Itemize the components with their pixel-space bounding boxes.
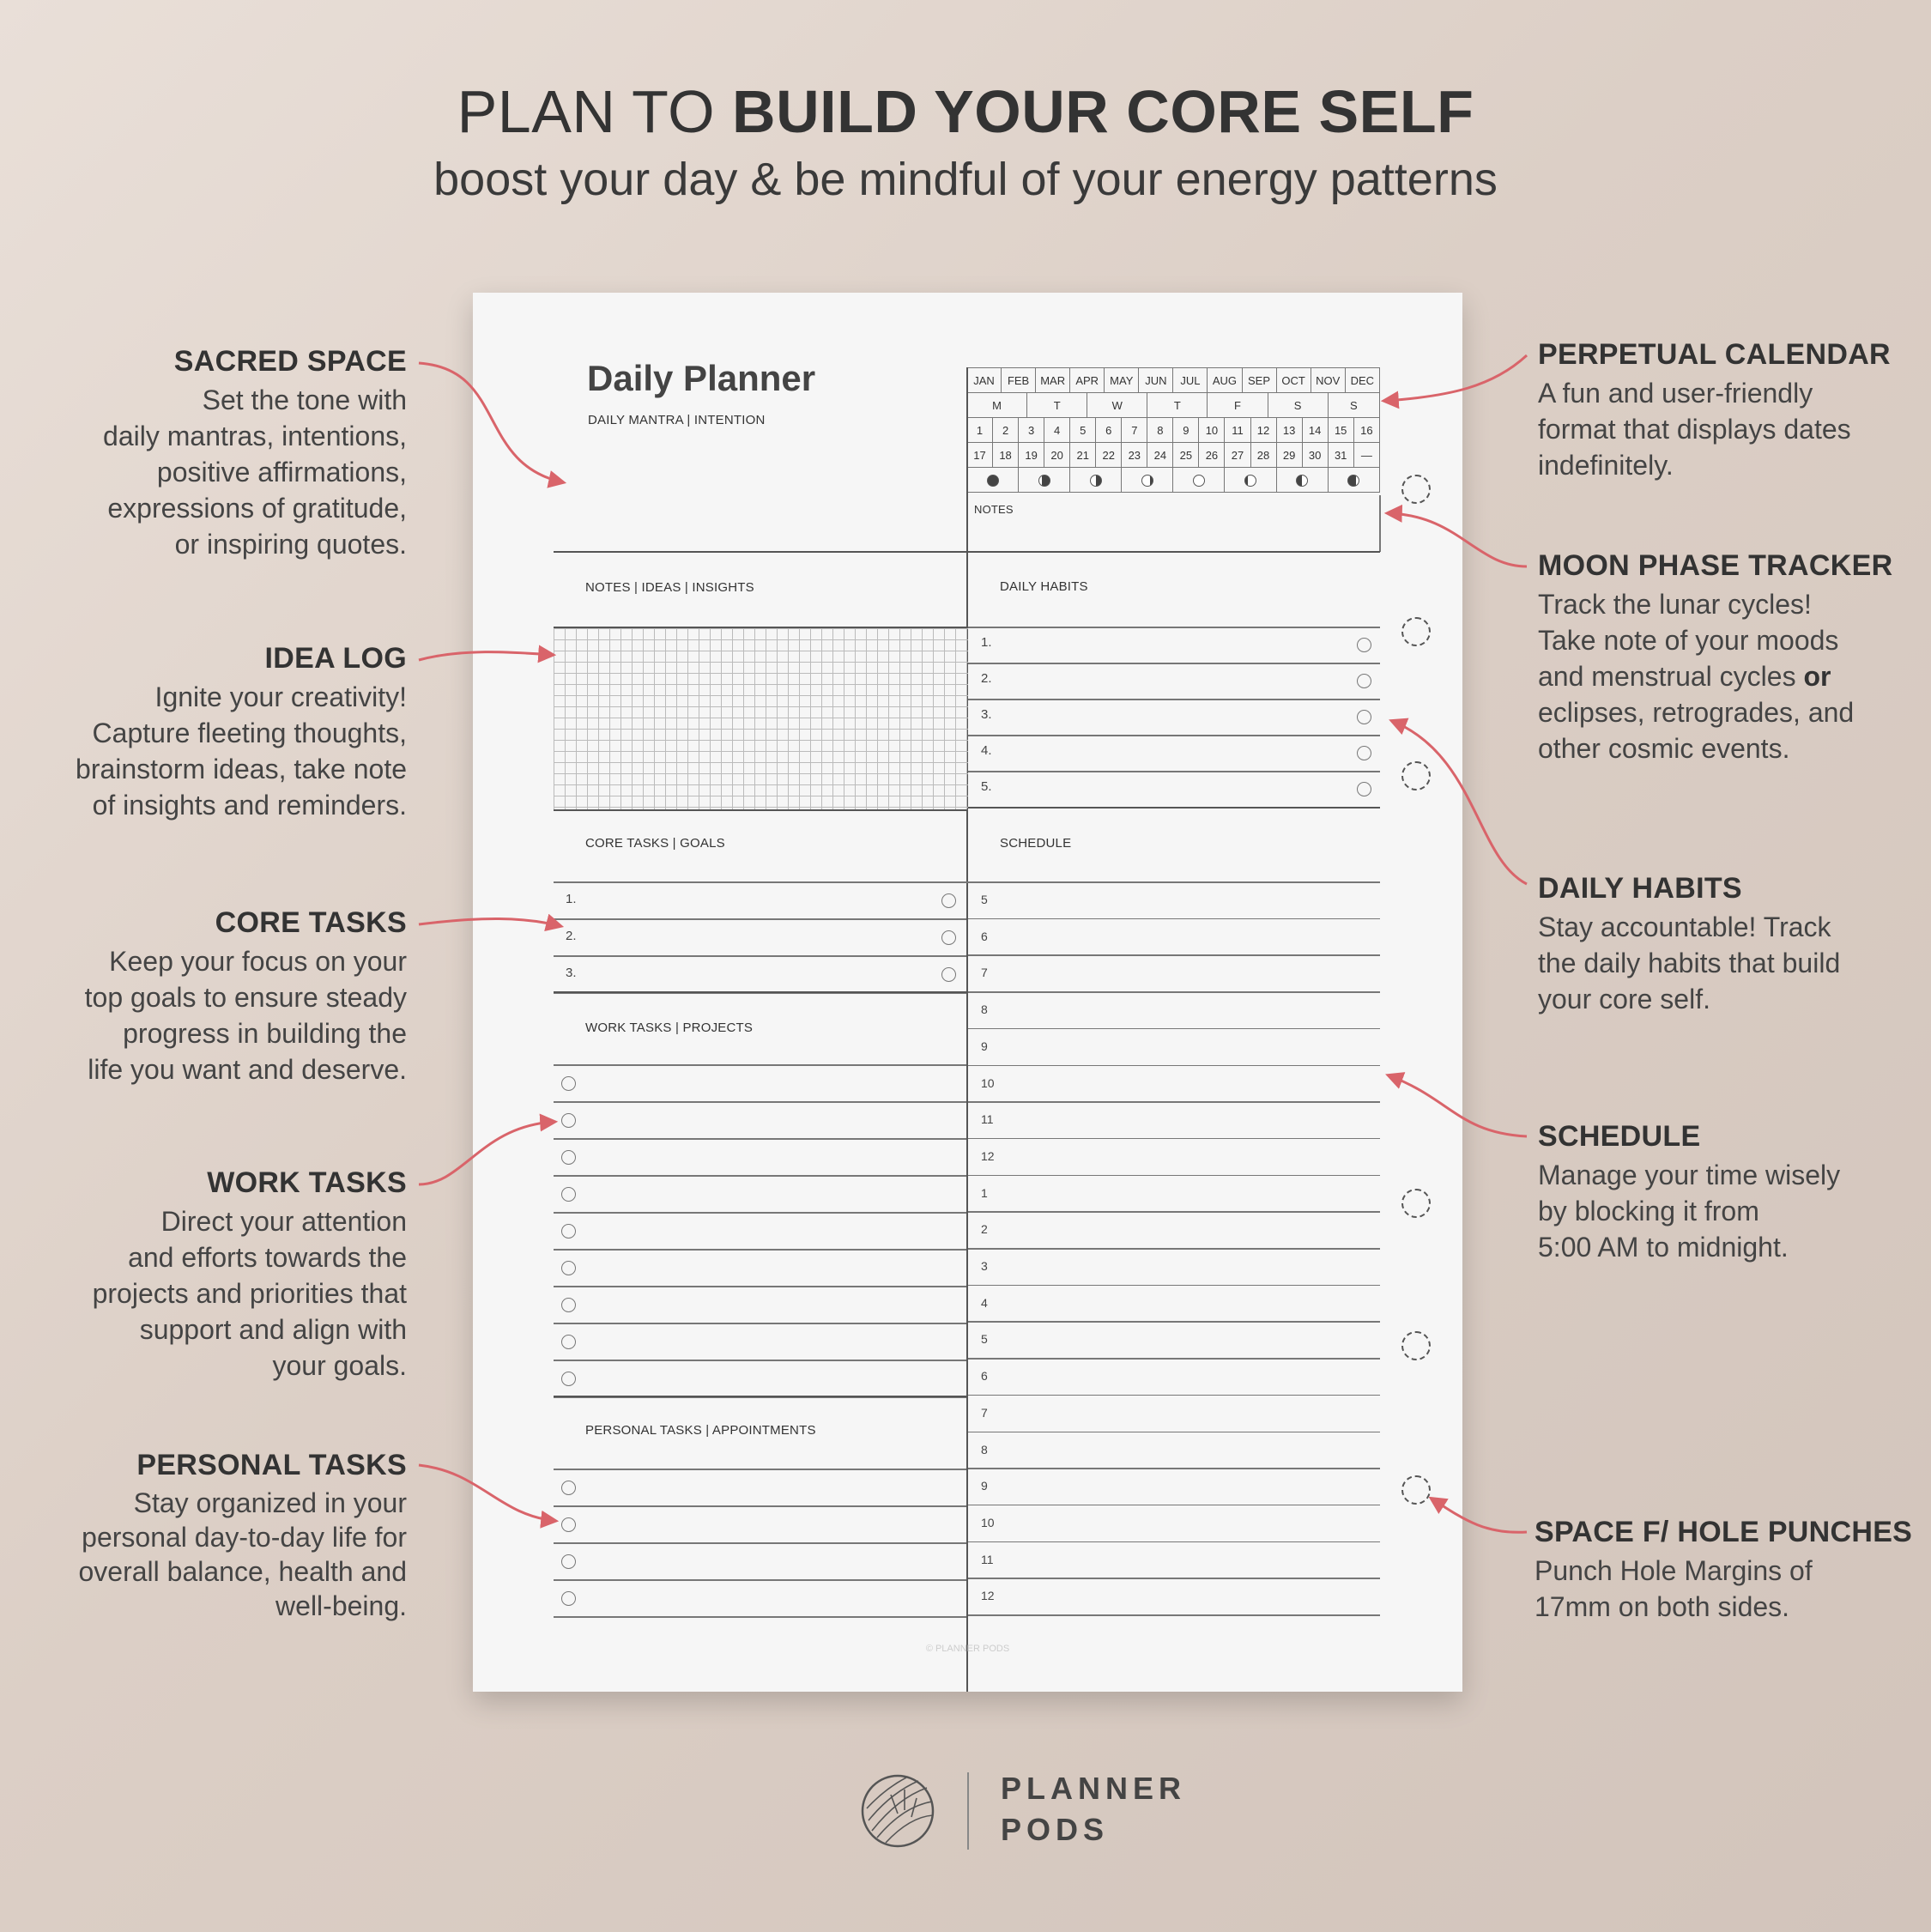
copyright-text: © PLANNER PODS <box>925 1644 1010 1654</box>
mantra-label: DAILY MANTRA | INTENTION <box>588 413 766 427</box>
calendar-weekday-cell: T <box>1147 393 1208 418</box>
arrow-schedule <box>1389 1075 1527 1136</box>
calendar-day-cell: 20 <box>1044 443 1070 468</box>
brand-name <box>1001 1768 1186 1850</box>
calendar-weekday-cell: M <box>967 393 1027 418</box>
annotation-text: Set the tone with daily mantras, intentions, positive affirmations, expressions of gratitude, or inspiring quotes. <box>103 385 407 560</box>
brand-line-1: PLANNER <box>1001 1771 1187 1806</box>
habit-number: 5. <box>981 779 992 794</box>
calendar-month-cell: JAN <box>967 368 1002 393</box>
arrow-hole-punches <box>1432 1499 1527 1532</box>
schedule-hour: 1 <box>981 1185 988 1200</box>
calendar-day-cell: 10 <box>1199 418 1225 443</box>
annotation-title: PERSONAL TASKS <box>136 1449 407 1481</box>
calendar-day-cell: 1 <box>967 418 993 443</box>
schedule-label: SCHEDULE <box>1000 836 1072 851</box>
annotation-text: Stay organized in your personal day-to-day life for overall balance, health and well-being. <box>78 1487 407 1621</box>
calendar-month-cell: FEB <box>1002 368 1036 393</box>
calendar-day-cell: 14 <box>1302 418 1328 443</box>
calendar-day-cell: 21 <box>1070 443 1096 468</box>
schedule-hour: 9 <box>981 1039 988 1053</box>
schedule-hour: 10 <box>981 1075 995 1090</box>
calendar-month-cell: DEC <box>1345 368 1379 393</box>
annotation-text-part: Track the lunar cycles! Take note of your moods and menstrual cycles <box>1538 589 1839 692</box>
calendar-day-cell: 15 <box>1328 418 1353 443</box>
calendar-day-cell: — <box>1353 443 1379 468</box>
calendar-day-cell: 9 <box>1173 418 1199 443</box>
arrow-perpetual-calendar <box>1384 355 1527 401</box>
annotation-title: SACRED SPACE <box>173 345 407 378</box>
habit-number: 4. <box>981 743 992 758</box>
calendar-month-cell: MAY <box>1105 368 1139 393</box>
arrow-idea-log <box>419 652 553 660</box>
brand-line-2: PODS <box>1001 1812 1110 1847</box>
title-plain: PLAN TO <box>457 78 733 145</box>
calendar-month-cell: OCT <box>1276 368 1311 393</box>
calendar-day-cell: 8 <box>1147 418 1173 443</box>
calendar-day-cell: 2 <box>993 418 1019 443</box>
schedule-hour: 5 <box>981 1332 988 1347</box>
schedule-hour: 6 <box>981 929 988 943</box>
calendar-day-cell: 16 <box>1353 418 1379 443</box>
schedule-hour: 9 <box>981 1479 988 1493</box>
schedule-hour: 10 <box>981 1515 995 1529</box>
calendar-weekday-cell: T <box>1027 393 1087 418</box>
calendar-day-cell: 12 <box>1250 418 1276 443</box>
title-bold: BUILD YOUR CORE SELF <box>732 78 1474 145</box>
schedule-hour: 8 <box>981 1442 988 1457</box>
calendar-weekday-cell: S <box>1268 393 1328 418</box>
core-task-number: 1. <box>566 892 577 906</box>
annotation-title: DAILY HABITS <box>1538 872 1742 905</box>
calendar-day-cell: 18 <box>993 443 1019 468</box>
calendar-day-cell: 29 <box>1276 443 1302 468</box>
annotation-text: Stay accountable! Track the daily habits that build your core self. <box>1538 911 1841 1014</box>
calendar-day-cell: 26 <box>1199 443 1225 468</box>
annotation-text-bold: or <box>1803 661 1831 692</box>
annotation-title: SCHEDULE <box>1538 1120 1701 1153</box>
page-subtitle: boost your day & be mindful of your energy patterns <box>433 154 1498 205</box>
schedule-hour: 5 <box>981 893 988 906</box>
habits-label: DAILY HABITS <box>1000 579 1088 594</box>
calendar-weekday-cell: F <box>1208 393 1268 418</box>
calendar-day-cell: 30 <box>1302 443 1328 468</box>
arrow-moon-phase <box>1388 513 1527 566</box>
work-tasks-label: WORK TASKS | PROJECTS <box>585 1021 754 1035</box>
schedule-hour: 2 <box>981 1222 988 1237</box>
calendar-day-cell: 5 <box>1070 418 1096 443</box>
arrow-core-tasks <box>419 918 560 926</box>
arrow-sacred-space <box>419 363 563 482</box>
calendar-day-cell: 19 <box>1019 443 1044 468</box>
arrow-work-tasks <box>419 1122 554 1184</box>
annotation-text: Direct your attention and efforts towards the projects and priorities that support and align with your goals. <box>92 1206 407 1381</box>
calendar-weekday-cell: W <box>1087 393 1147 418</box>
calendar-weekday-cell: S <box>1328 393 1379 418</box>
calendar-day-cell: 27 <box>1225 443 1250 468</box>
calendar-day-cell: 3 <box>1019 418 1044 443</box>
personal-tasks-label: PERSONAL TASKS | APPOINTMENTS <box>585 1423 816 1438</box>
schedule-hour: 6 <box>981 1369 988 1384</box>
annotation-title: WORK TASKS <box>207 1166 407 1199</box>
schedule-hour: 12 <box>981 1589 995 1603</box>
calendar-day-cell: 22 <box>1096 443 1122 468</box>
calendar-day-cell: 24 <box>1147 443 1173 468</box>
habit-number: 2. <box>981 671 992 686</box>
arrow-personal-tasks <box>419 1465 555 1521</box>
core-task-number: 2. <box>566 929 577 943</box>
annotation-title: PERPETUAL CALENDAR <box>1538 338 1891 371</box>
calendar-month-cell: JUL <box>1173 368 1208 393</box>
calendar-month-cell: JUN <box>1139 368 1173 393</box>
calendar-day-cell: 23 <box>1122 443 1147 468</box>
calendar-day-cell: 25 <box>1173 443 1199 468</box>
core-tasks-label: CORE TASKS | GOALS <box>585 836 725 851</box>
calendar-day-cell: 17 <box>967 443 993 468</box>
schedule-hour: 3 <box>981 1259 988 1273</box>
calendar-month-cell: APR <box>1070 368 1105 393</box>
annotation-title: MOON PHASE TRACKER <box>1538 549 1893 582</box>
calendar-day-cell: 28 <box>1250 443 1276 468</box>
arrow-daily-habits <box>1392 721 1527 884</box>
annotation-title: SPACE F/ HOLE PUNCHES <box>1535 1516 1913 1548</box>
annotation-text: Ignite your creativity! Capture fleeting thoughts, brainstorm ideas, take note of insights and reminders. <box>76 681 407 821</box>
schedule-hour: 7 <box>981 1405 988 1420</box>
calendar-day-cell: 6 <box>1096 418 1122 443</box>
calendar-notes-label: NOTES <box>974 503 1014 516</box>
calendar-day-cell: 7 <box>1122 418 1147 443</box>
calendar-month-cell: MAR <box>1036 368 1070 393</box>
schedule-hour: 12 <box>981 1148 995 1163</box>
calendar-day-cell: 13 <box>1276 418 1302 443</box>
calendar-month-cell: NOV <box>1311 368 1345 393</box>
habit-number: 3. <box>981 707 992 722</box>
schedule-hour: 11 <box>981 1112 994 1127</box>
calendar-month-cell: SEP <box>1242 368 1276 393</box>
schedule-hour: 11 <box>981 1552 994 1566</box>
annotation-text: Keep your focus on your top goals to ensure steady progress in building the life you want and deserve. <box>84 946 407 1085</box>
annotation-title: CORE TASKS <box>215 906 407 939</box>
calendar-day-cell: 4 <box>1044 418 1070 443</box>
annotation-text: A fun and user-friendly format that displays dates indefinitely. <box>1538 378 1851 481</box>
annotation-text: Manage your time wisely by blocking it from 5:00 AM to midnight. <box>1538 1160 1841 1263</box>
notes-section-label: NOTES | IDEAS | INSIGHTS <box>585 580 754 595</box>
calendar-month-cell: AUG <box>1208 368 1242 393</box>
annotation-text-part: eclipses, retrogrades, and other cosmic events. <box>1538 697 1855 764</box>
schedule-hour: 7 <box>981 966 988 980</box>
core-task-number: 3. <box>566 966 577 980</box>
annotation-text: Punch Hole Margins of 17mm on both sides. <box>1535 1555 1813 1622</box>
annotation-title: IDEA LOG <box>264 642 407 675</box>
calendar-day-cell: 11 <box>1225 418 1250 443</box>
calendar-day-cell: 31 <box>1328 443 1353 468</box>
schedule-hour: 8 <box>981 1002 988 1017</box>
planner-title: Daily Planner <box>587 358 816 398</box>
habit-number: 1. <box>981 635 992 650</box>
schedule-hour: 4 <box>981 1295 988 1310</box>
